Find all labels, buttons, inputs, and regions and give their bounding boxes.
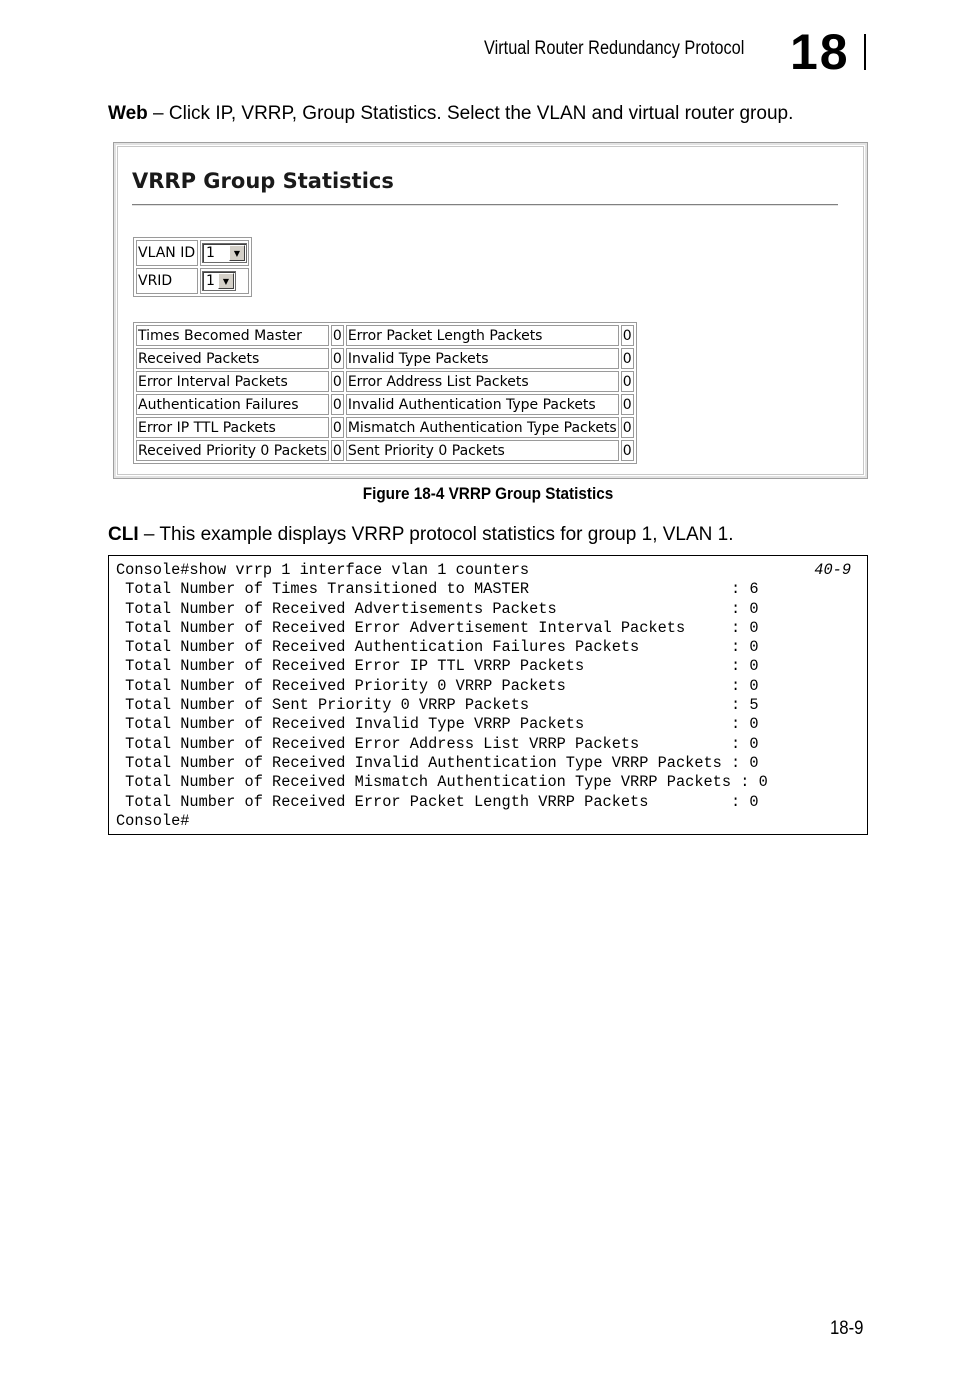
- stat-label: Error Address List Packets: [346, 371, 619, 392]
- vlan-row: [136, 240, 249, 266]
- stat-value: 0: [331, 417, 344, 438]
- vrid-select[interactable]: [202, 271, 236, 291]
- cli-counter-line: Total Number of Times Transitioned to MASTER : 6: [116, 580, 759, 599]
- table-row: [136, 325, 634, 346]
- stat-label: Sent Priority 0 Packets: [346, 440, 619, 461]
- cli-counter-line: Total Number of Received Error IP TTL VRRP Packets : 0: [116, 657, 759, 676]
- stat-value: 0: [331, 325, 344, 346]
- stat-value: 0: [621, 348, 634, 369]
- stat-label: Authentication Failures: [136, 394, 329, 415]
- web-lead: Web: [108, 103, 148, 124]
- panel-title: VRRP Group Statistics: [132, 169, 394, 193]
- figure-caption: Figure 18-4 VRRP Group Statistics: [362, 484, 614, 503]
- selector-table: [133, 237, 252, 297]
- cli-example-box: [108, 555, 868, 835]
- cli-reference: 40-9: [814, 561, 851, 579]
- stat-value: 0: [621, 371, 634, 392]
- stat-value: 0: [331, 348, 344, 369]
- cli-output: [116, 561, 768, 831]
- running-header-title: Virtual Router Redundancy Protocol: [484, 38, 745, 59]
- cli-command: Console#show vrrp 1 interface vlan 1 counters: [116, 561, 530, 579]
- statistics-table: [133, 322, 637, 464]
- table-row: [136, 417, 634, 438]
- stat-label: Received Packets: [136, 348, 329, 369]
- page-number: 18-9: [830, 1318, 864, 1339]
- chevron-down-icon[interactable]: ▼: [218, 273, 234, 289]
- vrid-label: VRID: [136, 268, 198, 294]
- table-row: [136, 394, 634, 415]
- stat-value: 0: [331, 394, 344, 415]
- table-row: [136, 371, 634, 392]
- cli-lead: CLI: [108, 524, 139, 545]
- stat-value: 0: [621, 440, 634, 461]
- cli-counter-line: Total Number of Received Error Address List VRRP Packets : 0: [116, 734, 759, 753]
- cli-counter-line: Total Number of Received Mismatch Authentication Type VRRP Packets : 0: [116, 773, 768, 792]
- stat-value: 0: [621, 325, 634, 346]
- cli-prompt: Console#: [116, 811, 190, 830]
- cli-counter-line: Total Number of Received Invalid Authentication Type VRRP Packets : 0: [116, 753, 759, 772]
- stat-label: Received Priority 0 Packets: [136, 440, 329, 461]
- table-row: [136, 440, 634, 461]
- web-screenshot-frame: [113, 142, 868, 479]
- cli-counter-line: Total Number of Received Error Packet Length VRRP Packets : 0: [116, 792, 759, 811]
- vrid-row: [136, 268, 249, 294]
- vrid-value: 1: [206, 273, 215, 289]
- cli-counter-line: Total Number of Received Advertisements Packets : 0: [116, 599, 759, 618]
- cli-counter-line: Total Number of Received Priority 0 VRRP Packets : 0: [116, 676, 759, 695]
- table-row: [136, 348, 634, 369]
- stat-label: Mismatch Authentication Type Packets: [346, 417, 619, 438]
- chevron-down-icon[interactable]: ▼: [229, 245, 245, 261]
- vlan-id-cell: [200, 240, 249, 266]
- web-instruction: [108, 103, 793, 125]
- stat-value: 0: [621, 394, 634, 415]
- cli-counter-line: Total Number of Received Authentication Failures Packets : 0: [116, 638, 759, 657]
- cli-counter-line: Total Number of Sent Priority 0 VRRP Packets : 5: [116, 696, 759, 715]
- stat-value: 0: [331, 371, 344, 392]
- vlan-id-label: VLAN ID: [136, 240, 198, 266]
- vrid-cell: [200, 268, 249, 294]
- stat-label: Invalid Authentication Type Packets: [346, 394, 619, 415]
- stat-label: Error IP TTL Packets: [136, 417, 329, 438]
- chapter-divider: [864, 34, 866, 70]
- title-rule: [132, 204, 838, 206]
- cli-counter-line: Total Number of Received Invalid Type VRRP Packets : 0: [116, 715, 759, 734]
- cli-instruction: [108, 524, 734, 546]
- stat-value: 0: [621, 417, 634, 438]
- chapter-number: 18: [790, 24, 850, 80]
- web-text: – Click IP, VRRP, Group Statistics. Select the VLAN and virtual router group.: [147, 103, 794, 124]
- web-panel: [117, 146, 864, 475]
- vlan-id-select[interactable]: [202, 243, 247, 263]
- cli-text: – This example displays VRRP protocol statistics for group 1, VLAN 1.: [138, 524, 734, 545]
- stat-label: Invalid Type Packets: [346, 348, 619, 369]
- stat-label: Error Packet Length Packets: [346, 325, 619, 346]
- stat-value: 0: [331, 440, 344, 461]
- vlan-id-value: 1: [206, 245, 215, 261]
- stat-label: Error Interval Packets: [136, 371, 329, 392]
- cli-counter-line: Total Number of Received Error Advertisement Interval Packets : 0: [116, 618, 759, 637]
- stat-label: Times Becomed Master: [136, 325, 329, 346]
